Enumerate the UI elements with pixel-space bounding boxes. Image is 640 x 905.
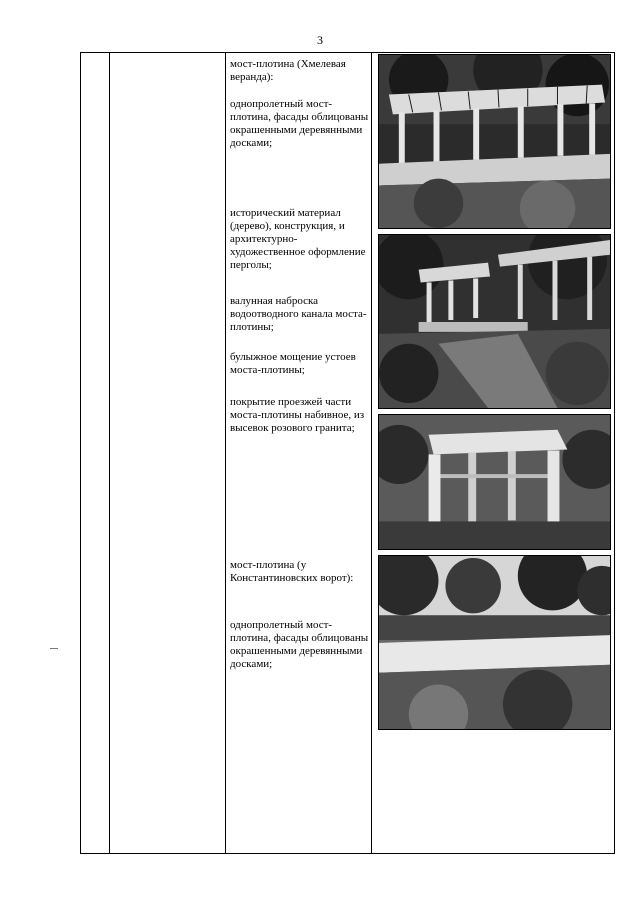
- entry-1-item-1: однопролетный мост-плотина, фасады облицованы окрашенными деревянными досками;: [230, 98, 369, 149]
- column-divider-1: [109, 53, 110, 853]
- monument-elements-table: [80, 52, 615, 854]
- column-divider-2: [225, 53, 226, 853]
- entry-1-item-5: покрытие проезжей части моста-плотины набивное, из высевок розового гранита;: [230, 396, 365, 434]
- photo-pergola-steps: [378, 234, 611, 409]
- entry-1-item-4: булыжное мощение устоев моста-плотины;: [230, 351, 356, 376]
- entry-2-item-1: однопролетный мост-плотина, фасады облицованы окрашенными деревянными досками;: [230, 619, 369, 670]
- column-divider-3: [371, 53, 372, 853]
- entry-1-item-2: исторический материал (дерево), конструкция, и архитектурно-художественное оформление перголы;: [230, 207, 366, 271]
- entry-1-title: мост-плотина (Хмелевая веранда):: [230, 58, 346, 83]
- entry-2-title: мост-плотина (у Константиновских ворот):: [230, 559, 354, 584]
- photo-pergola-bridge: [378, 54, 611, 229]
- photo-bridge-konstantinovsky-gate: [378, 555, 611, 730]
- entry-1-item-3: валунная наброска водоотводного канала моста-плотины;: [230, 295, 367, 333]
- page-number: 3: [317, 33, 323, 47]
- photo-pergola-front: [378, 414, 611, 550]
- margin-mark: [50, 648, 58, 649]
